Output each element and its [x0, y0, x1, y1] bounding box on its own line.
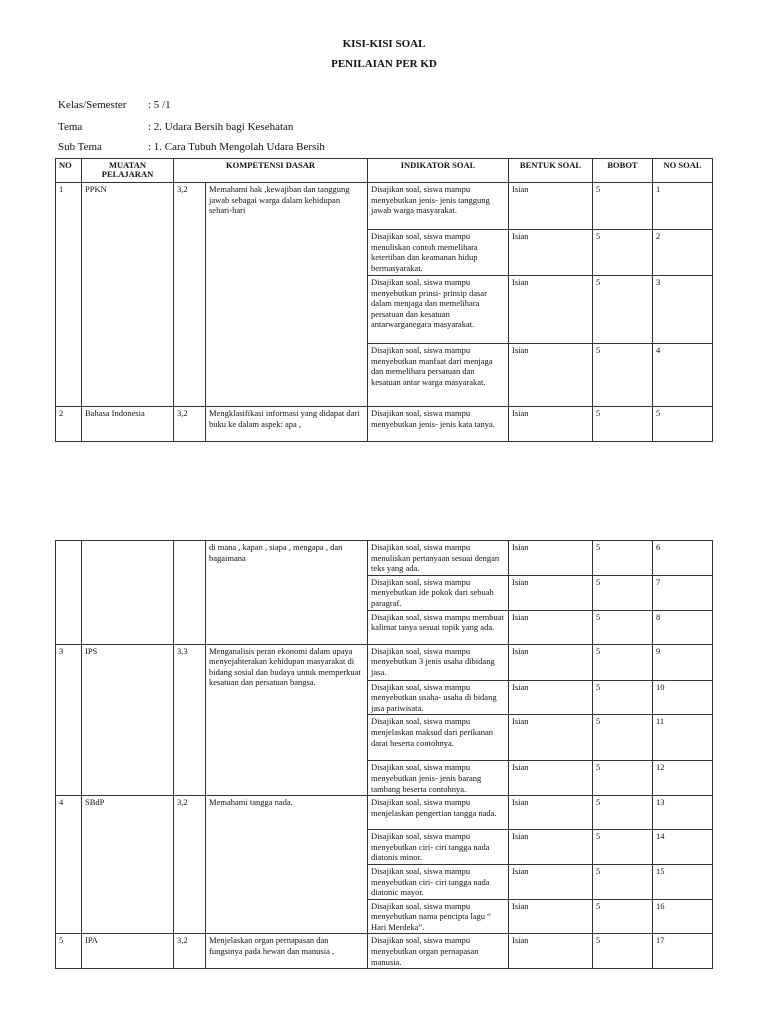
- cell-no-soal: 2: [653, 230, 713, 276]
- cell-no: 4: [56, 796, 82, 934]
- cell-bentuk-soal: Isian: [509, 541, 593, 576]
- cell-bobot: 5: [593, 680, 653, 715]
- cell-bentuk-soal: Isian: [509, 899, 593, 934]
- cell-bentuk-soal: Isian: [509, 575, 593, 610]
- cell-bentuk-soal: Isian: [509, 864, 593, 899]
- cell-kd-code: 3,2: [174, 407, 206, 442]
- cell-no-soal: 14: [653, 830, 713, 865]
- cell-indikator: Disajikan soal, siswa mampu menyebutkan 3 jenis usaha dibidang jasa.: [368, 644, 509, 680]
- cell-indikator: Disajikan soal, siswa mampu menyebutkan usaha- usaha di bidang jasa pariwisata.: [368, 680, 509, 715]
- cell-bentuk-soal: Isian: [509, 610, 593, 644]
- cell-kd-text: di mana , kapan , siapa , mengapa , dan bagaimana: [206, 541, 368, 645]
- cell-muatan: PPKN: [82, 183, 174, 407]
- cell-no-soal: 8: [653, 610, 713, 644]
- cell-bobot: 5: [593, 575, 653, 610]
- cell-indikator: Disajikan soal, siswa mampu menyebutkan ciri- ciri tangga nada diatonis minor.: [368, 830, 509, 865]
- header-no-soal: NO SOAL: [653, 159, 713, 183]
- cell-bentuk-soal: Isian: [509, 934, 593, 969]
- cell-muatan: [82, 541, 174, 645]
- cell-bobot: 5: [593, 830, 653, 865]
- table-row: [56, 183, 713, 230]
- meta-value: : 1. Cara Tubuh Mengolah Udara Bersih: [148, 141, 325, 153]
- table-row: [56, 796, 713, 830]
- cell-no: 5: [56, 934, 82, 969]
- cell-bobot: 5: [593, 610, 653, 644]
- cell-bobot: 5: [593, 864, 653, 899]
- cell-bentuk-soal: Isian: [509, 407, 593, 442]
- cell-muatan: IPA: [82, 934, 174, 969]
- cell-no: 1: [56, 183, 82, 407]
- cell-bobot: 5: [593, 934, 653, 969]
- kisi-kisi-table-1: [55, 158, 713, 442]
- cell-bobot: 5: [593, 796, 653, 830]
- cell-kd-text: Memahami hak ,kewajiban dan tanggung jawab sebagai warga dalam kehidupan sehari-hari: [206, 183, 368, 407]
- cell-indikator: Disajikan soal, siswa mampu menuliskan pertanyaan sesuai dengan teks yang ada.: [368, 541, 509, 576]
- cell-kd-code: 3,2: [174, 934, 206, 969]
- cell-indikator: Disajikan soal, siswa mampu menjelaskan maksud dari perikanan darat beserta contohnya.: [368, 715, 509, 761]
- cell-bentuk-soal: Isian: [509, 796, 593, 830]
- cell-no-soal: 10: [653, 680, 713, 715]
- header-bentuk: BENTUK SOAL: [509, 159, 593, 183]
- cell-no-soal: 15: [653, 864, 713, 899]
- table-row: [56, 644, 713, 680]
- cell-bobot: 5: [593, 407, 653, 442]
- cell-indikator: Disajikan soal, siswa mampu menyebutkan jenis- jenis tanggung jawab warga masyarakat.: [368, 183, 509, 230]
- cell-kd-text: Mengklasifikasi informasi yang didapat dari buku ke dalam aspek: apa ,: [206, 407, 368, 442]
- cell-indikator: Disajikan soal, siswa mampu menyebutkan organ pernapasan manusia.: [368, 934, 509, 969]
- header-bobot: BOBOT: [593, 159, 653, 183]
- cell-bobot: 5: [593, 344, 653, 407]
- cell-no: 2: [56, 407, 82, 442]
- cell-kd-text: Menganalisis peran ekonomi dalam upaya menyejahterakan kehidupan masyarakat di bidang sosial dan budaya untuk memperkuat kesatuan dan persatuan bangsa.: [206, 644, 368, 796]
- cell-indikator: Disajikan soal, siswa mampu menyebutkan ciri- ciri tangga nada diatonic mayor.: [368, 864, 509, 899]
- cell-no: [56, 541, 82, 645]
- cell-bentuk-soal: Isian: [509, 680, 593, 715]
- cell-indikator: Disajikan soal, siswa mampu menyebutkan nama pencipta lagu “ Hari Merdeka”.: [368, 899, 509, 934]
- cell-bentuk-soal: Isian: [509, 183, 593, 230]
- cell-bobot: 5: [593, 644, 653, 680]
- meta-label: Sub Tema: [58, 141, 102, 153]
- cell-kd-code: 3,3: [174, 644, 206, 796]
- cell-kd-code: 3,2: [174, 796, 206, 934]
- cell-indikator: Disajikan soal, siswa mampu membuat kalimat tanya sesuai topik yang ada.: [368, 610, 509, 644]
- cell-no-soal: 13: [653, 796, 713, 830]
- cell-indikator: Disajikan soal, siswa mampu menyebutkan jenis- jenis barang tambang beserta contohnya.: [368, 761, 509, 796]
- cell-no-soal: 12: [653, 761, 713, 796]
- header-indikator: INDIKATOR SOAL: [368, 159, 509, 183]
- meta-value: : 5 /1: [148, 99, 171, 111]
- cell-no-soal: 17: [653, 934, 713, 969]
- document-subtitle: PENILAIAN PER KD: [331, 58, 437, 70]
- cell-indikator: Disajikan soal, siswa mampu menuliskan contoh memelihara ketertiban dan keamanan hidup bermasyarakat.: [368, 230, 509, 276]
- kisi-kisi-table-2: [55, 540, 713, 969]
- cell-bentuk-soal: Isian: [509, 761, 593, 796]
- meta-label: Kelas/Semester: [58, 99, 127, 111]
- cell-bobot: 5: [593, 183, 653, 230]
- cell-bobot: 5: [593, 541, 653, 576]
- cell-no-soal: 7: [653, 575, 713, 610]
- cell-no-soal: 11: [653, 715, 713, 761]
- cell-bentuk-soal: Isian: [509, 644, 593, 680]
- cell-no-soal: 9: [653, 644, 713, 680]
- table-row: [56, 541, 713, 576]
- header-no: NO: [56, 159, 82, 183]
- cell-no-soal: 5: [653, 407, 713, 442]
- cell-kd-text: Menjelaskan organ pernapasan dan fungsinya pada hewan dan manusia ,: [206, 934, 368, 969]
- cell-indikator: Disajikan soal, siswa mampu menyebutkan jenis- jenis kata tanya.: [368, 407, 509, 442]
- cell-no-soal: 4: [653, 344, 713, 407]
- cell-bentuk-soal: Isian: [509, 715, 593, 761]
- cell-muatan: SBdP: [82, 796, 174, 934]
- document-title: KISI-KISI SOAL: [342, 38, 426, 50]
- cell-muatan: IPS: [82, 644, 174, 796]
- header-kd: KOMPETENSI DASAR: [174, 159, 368, 183]
- cell-kd-text: Memahami tangga nada.: [206, 796, 368, 934]
- meta-label: Tema: [58, 121, 83, 133]
- cell-bentuk-soal: Isian: [509, 830, 593, 865]
- cell-bobot: 5: [593, 276, 653, 344]
- cell-no-soal: 6: [653, 541, 713, 576]
- cell-muatan: Bahasa Indonesia: [82, 407, 174, 442]
- table-row: [56, 934, 713, 969]
- cell-no-soal: 1: [653, 183, 713, 230]
- cell-bobot: 5: [593, 715, 653, 761]
- header-muatan: MUATAN PELAJARAN: [82, 159, 174, 183]
- cell-bentuk-soal: Isian: [509, 276, 593, 344]
- cell-kd-code: 3,2: [174, 183, 206, 407]
- cell-no-soal: 16: [653, 899, 713, 934]
- cell-kd-code: [174, 541, 206, 645]
- table-row: [56, 407, 713, 442]
- cell-bobot: 5: [593, 899, 653, 934]
- cell-bobot: 5: [593, 230, 653, 276]
- cell-indikator: Disajikan soal, siswa mampu menjelaskan pengertian tangga nada.: [368, 796, 509, 830]
- cell-bobot: 5: [593, 761, 653, 796]
- cell-indikator: Disajikan soal, siswa mampu menyebutkan prinsi- prinsip dasar dalam menjaga dan memelihara persatuan dan kesatuan antarwarganegara masyarakat.: [368, 276, 509, 344]
- cell-indikator: Disajikan soal, siswa mampu menyebutkan ide pokok dari sebuah paragraf.: [368, 575, 509, 610]
- cell-indikator: Disajikan soal, siswa mampu menyebutkan manfaat dari menjaga dan memelihara persatuan dan kesatuan antar warga masyarakat.: [368, 344, 509, 407]
- cell-bentuk-soal: Isian: [509, 230, 593, 276]
- cell-bentuk-soal: Isian: [509, 344, 593, 407]
- cell-no: 3: [56, 644, 82, 796]
- cell-no-soal: 3: [653, 276, 713, 344]
- meta-value: : 2. Udara Bersih bagi Kesehatan: [148, 121, 294, 133]
